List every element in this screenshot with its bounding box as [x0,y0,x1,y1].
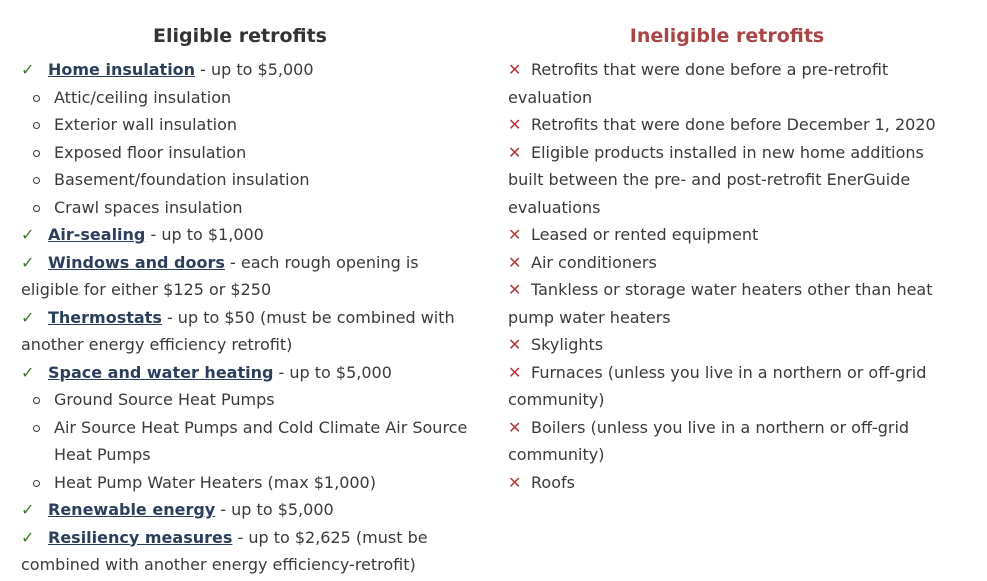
eligible-subitem [21,414,471,469]
circle-bullet-icon [33,150,40,157]
ineligible-item-text: Air conditioners [531,252,657,272]
ineligible-item-text: Skylights [531,335,604,354]
eligible-item-link[interactable]: Thermostats [48,307,162,327]
ineligible-item-text: Roofs [531,472,575,492]
checkmark-icon: ✓ [21,362,35,382]
circle-bullet-icon [33,480,40,487]
eligible-subitem-text: Air Source Heat Pumps and Cold Climate Air Source Heat Pumps [54,417,468,464]
eligible-item-link[interactable]: Home insulation [48,60,196,79]
eligible-item [21,496,471,524]
eligible-subitem-text: Basement/foundation insulation [54,170,310,189]
ineligible-item [508,221,948,249]
eligible-column [21,0,471,579]
circle-bullet-icon [33,397,40,404]
ineligible-item-text: Boilers (unless you live in a northern or off-grid community) [508,417,910,464]
ineligible-item-text: Retrofits that were done before a pre-retrofit evaluation [508,60,889,107]
eligible-item-text: - each rough opening is eligible for either $125 or $250 [21,252,419,299]
eligible-subitem-text: Exposed floor insulation [54,142,247,162]
eligible-subitem [21,84,471,112]
ineligible-item [508,469,948,497]
eligible-heading: Eligible retrofits [153,25,327,47]
cross-icon: ✕ [508,335,522,354]
ineligible-item [508,276,948,331]
ineligible-item-text: Furnaces (unless you live in a northern or off-grid community) [508,362,927,409]
eligible-item-link[interactable]: Resiliency measures [48,527,233,547]
eligible-item-text: - up to $50 (must be combined with another energy efficiency retrofit) [21,307,455,354]
eligible-item-text: - up to $2,625 (must be combined with another energy efficiency-retrofit) [21,527,428,574]
eligible-list [21,56,471,579]
eligible-item-text: - up to $5,000 [215,500,334,519]
eligible-item-link[interactable]: Windows and doors [48,252,225,272]
eligible-item-link[interactable]: Air-sealing [48,225,146,244]
eligible-subitem [21,166,471,194]
ineligible-item [508,139,948,222]
eligible-item-link[interactable]: Renewable energy [48,500,216,519]
cross-icon: ✕ [508,60,522,79]
ineligible-column [508,0,948,496]
ineligible-item [508,331,948,359]
eligible-subitem [21,386,471,414]
circle-bullet-icon [33,177,40,184]
eligible-item-text: - up to $5,000 [273,362,392,382]
checkmark-icon: ✓ [21,60,35,79]
eligible-subitem-text: Attic/ceiling insulation [54,87,232,107]
checkmark-icon: ✓ [21,225,35,244]
ineligible-item-text: Leased or rented equipment [531,225,759,244]
eligible-item [21,359,471,387]
ineligible-item [508,249,948,277]
eligible-item [21,249,471,304]
eligible-subitem-text: Heat Pump Water Heaters (max $1,000) [54,472,376,492]
cross-icon: ✕ [508,225,522,244]
checkmark-icon: ✓ [21,307,35,327]
checkmark-icon: ✓ [21,500,35,519]
checkmark-icon: ✓ [21,527,35,547]
eligible-item [21,56,471,84]
ineligible-item [508,414,948,469]
cross-icon: ✕ [508,115,522,134]
eligible-subitem-text: Crawl spaces insulation [54,197,243,217]
cross-icon: ✕ [508,472,522,492]
cross-icon: ✕ [508,417,522,437]
circle-bullet-icon [33,122,40,129]
eligible-item [21,221,471,249]
ineligible-item-text: Retrofits that were done before December 1, 2020 [531,115,936,134]
cross-icon: ✕ [508,142,522,162]
ineligible-item [508,359,948,414]
ineligible-item [508,56,948,111]
circle-bullet-icon [33,425,40,432]
eligible-subitem-text: Exterior wall insulation [54,115,237,134]
circle-bullet-icon [33,205,40,212]
eligible-item [21,524,471,579]
eligible-item-link[interactable]: Space and water heating [48,362,274,382]
eligible-subitem [21,469,471,497]
ineligible-heading: Ineligible retrofits [629,25,825,47]
eligible-subitem [21,139,471,167]
eligible-item [21,304,471,359]
ineligible-list [508,56,948,496]
eligible-subitem-text: Ground Source Heat Pumps [54,390,275,409]
cross-icon: ✕ [508,252,522,272]
cross-icon: ✕ [508,280,522,299]
eligible-item-text: - up to $5,000 [195,60,314,79]
ineligible-item-text: Eligible products installed in new home additions built between the pre- and post-retrofit EnerGuide evaluations [508,142,924,217]
checkmark-icon: ✓ [21,252,35,272]
eligible-subitem [21,111,471,139]
circle-bullet-icon [33,95,40,102]
ineligible-item [508,111,948,139]
eligible-item-text: - up to $1,000 [145,225,264,244]
cross-icon: ✕ [508,362,522,382]
ineligible-item-text: Tankless or storage water heaters other than heat pump water heaters [508,280,933,327]
eligible-subitem [21,194,471,222]
